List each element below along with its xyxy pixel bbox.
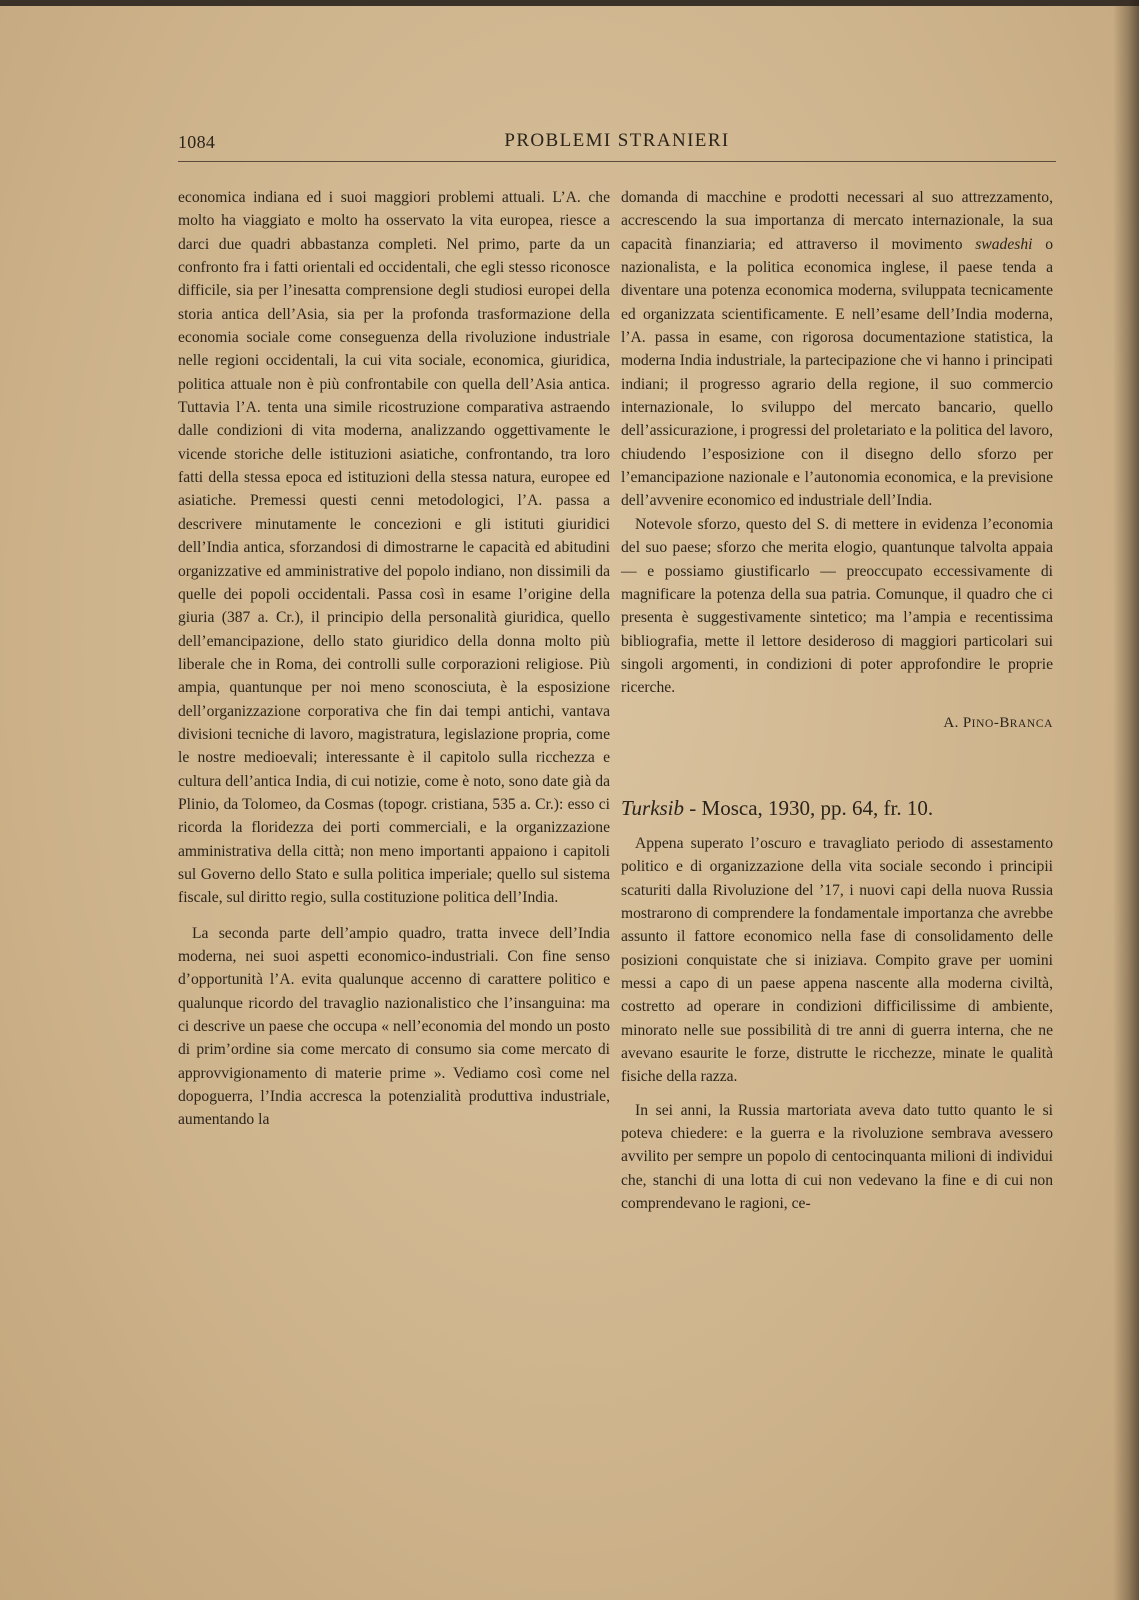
left-column bbox=[178, 186, 610, 1132]
running-title: PROBLEMI STRANIERI bbox=[504, 130, 730, 151]
left-paragraph-2: La seconda parte dell’ampio quadro, tratta invece dell’India moderna, nei suoi aspetti economico-industriali. Con fine senso d’opportunità l’A. evita qualunque accenno di carattere politico e qualunque ricordo del travaglio nazionalistico che l’insanguina: ma ci descrive un paese che occupa « nell’economia del mondo un posto di prim’ordine sia come mercato di consumo sia come mercato di approvvigionamento di materie prime ». Vediamo così come nel dopoguerra, l’India accresca la potenzialità produttiva industriale, aumentando la bbox=[178, 924, 610, 1129]
right-paragraph-1 bbox=[621, 186, 1053, 513]
signature-small-caps-1: INO bbox=[971, 717, 994, 730]
left-paragraph-1: economica indiana ed i suoi maggiori problemi attuali. L’A. che molto ha viaggiato e molto ha osservato la vita europea, riesce a darci due quadri abbastanza completi. Nel primo, parte da un confronto fra i fatti orientali ed occidentali, che egli stesso riconosce difficile, sia per l’inesatta comprensione degli studiosi europei della storia antica dell’Asia, sia per la profonda trasformazione della economia sociale come conseguenza della rivoluzione industriale nelle regioni occidentali, la cui vita sociale, economica, giuridica, politica attuale non è più confrontabile con quella dell’Asia antica. Tuttavia l’A. tenta una simile ricostruzione comparativa astraendo dalle condizioni di vita moderna, analizzando oggettivamente le vicende storiche delle istituzioni asiatiche, confrontando, tra loro fatti della stessa epoca ed istituzioni della stessa natura, europee ed asiatiche. Premessi questi cenni metodologici, l’A. passa a descrivere minutamente le concezioni e gli istituti giuridici dell’India antica, sforzandosi di dimostrarne le capacità ed abitudini organizzative ed amministrative del popolo indiano, non dissimili da quelle dei popoli occidentali. Passa così in esame l’origine della giuria (387 a. Cr.), il principio della personalità giuridica, quello dell’emancipazione, dello stato giuridico della donna molto più liberale che in Roma, dei controlli sulle corporazioni religiose. Più ampia, quantunque per noi meno sconosciuta, è la esposizione dell’organizzazione corporativa che fin dai tempi antichi, vantava divisioni tecniche di lavoro, magistratura, legislazione propria, come le nostre medioevali; interessante è il capitolo sulla ricchezza e cultura dell’antica India, di cui notizie, come è noto, sono date già da Plinio, da Tolomeo, da Cosmas (topogr. cristiana, 535 a. Cr.): esso ci ricorda la floridezza dei porti commerciali, e la organizzazione amministrativa della città; non meno importanti appaiono i capitoli sul Governo dello Stato e sulla politica imperiale; quello sul sistema fiscale, sul diritto regio, sulla costituzione politica dell’India. bbox=[178, 189, 610, 907]
review-heading bbox=[621, 794, 1053, 822]
right-paragraph-3: Appena superato l’oscuro e travagliato periodo di assestamento politico e di organizzazione della vita sociale secondo i principii scaturiti dalla Rivoluzione del ’17, i nuovi capi della nuova Russia mostrarono di comprendere la fondamentale importanza che avrebbe assunto il fattore economico nella fase di consolidamento delle posizioni conquistate che si iniziava. Compito grave per uomini messi a capo di un paese appena nascente alla moderna civiltà, costretto ad operare in condizioni difficilissime di ambiente, minorato nelle sue possibilità di tre anni di guerra interna, che ne avevano esaurite le forze, distrutte le ricchezze, minate le qualità fisiche della razza. bbox=[621, 834, 1053, 1086]
signature-small-caps-2: RANCA bbox=[1009, 717, 1053, 730]
swadeshi-term: swadeshi bbox=[975, 235, 1033, 253]
right-paragraph-1-text-a: domanda di macchine e prodotti necessari al suo attrezzamento, accrescendo la sua importanza di mercato internazionale, la sua capacità finanziaria; ed attraverso il movimento bbox=[621, 189, 1053, 253]
review-signature bbox=[621, 712, 1053, 736]
page-number: 1084 bbox=[178, 132, 216, 152]
review-title: Turksib bbox=[621, 795, 685, 820]
right-paragraph-1-text-b: o nazionalista, e la politica economica inglese, il paese tenda a diventare una potenza economica moderna, sviluppata tecnicamente ed organizzata scientificamente. E nell’esame dell’India moderna, l’A. passa in esame, con rigorosa documentazione statistica, la moderna India industriale, la partecipazione che vi hanno i principati indiani; il progresso agrario della regione, il suo commercio internazionale, lo sviluppo del mercato bancario, quello dell’assicurazione, i progressi del proletariato e la politica del lavoro, chiudendo l’esposizione con il disegno dello sforzo per l’emancipazione nazionale e l’autonomia economica, e la previsione dell’avvenire economico ed industriale dell’India. bbox=[621, 235, 1053, 510]
review-details: - Mosca, 1930, pp. 64, fr. 10. bbox=[684, 795, 934, 820]
right-paragraph-4: In sei anni, la Russia martoriata aveva dato tutto quanto le si poteva chiedere: e la guerra e la rivoluzione sembrava avessero avvilito per sempre un popolo di centocinquanta milioni di individui che, stanchi di una lotta di cui non vedevano la fine e di cui non comprendevano le ragioni, ce- bbox=[621, 1101, 1053, 1213]
right-paragraph-2: Notevole sforzo, questo del S. di mettere in evidenza l’economia del suo paese; sforzo che merita elogio, quantunque talvolta appaia — e possiamo giustificarlo — preoccupato eccessivamente di magnificare la potenza della sua patria. Comunque, il quadro che ci presenta è suggestivamente sintetico; ma l’ampia e recentissima bibliografia, mette il lettore desideroso di maggiori particolari sui singoli argomenti, in condizioni di poter approfondire le proprie ricerche. bbox=[621, 515, 1053, 697]
page-header bbox=[178, 128, 1056, 162]
right-column bbox=[621, 186, 1053, 1215]
signature-initial: A. P bbox=[943, 714, 972, 731]
header-rule bbox=[178, 161, 1056, 162]
signature-dash: -B bbox=[993, 714, 1010, 731]
